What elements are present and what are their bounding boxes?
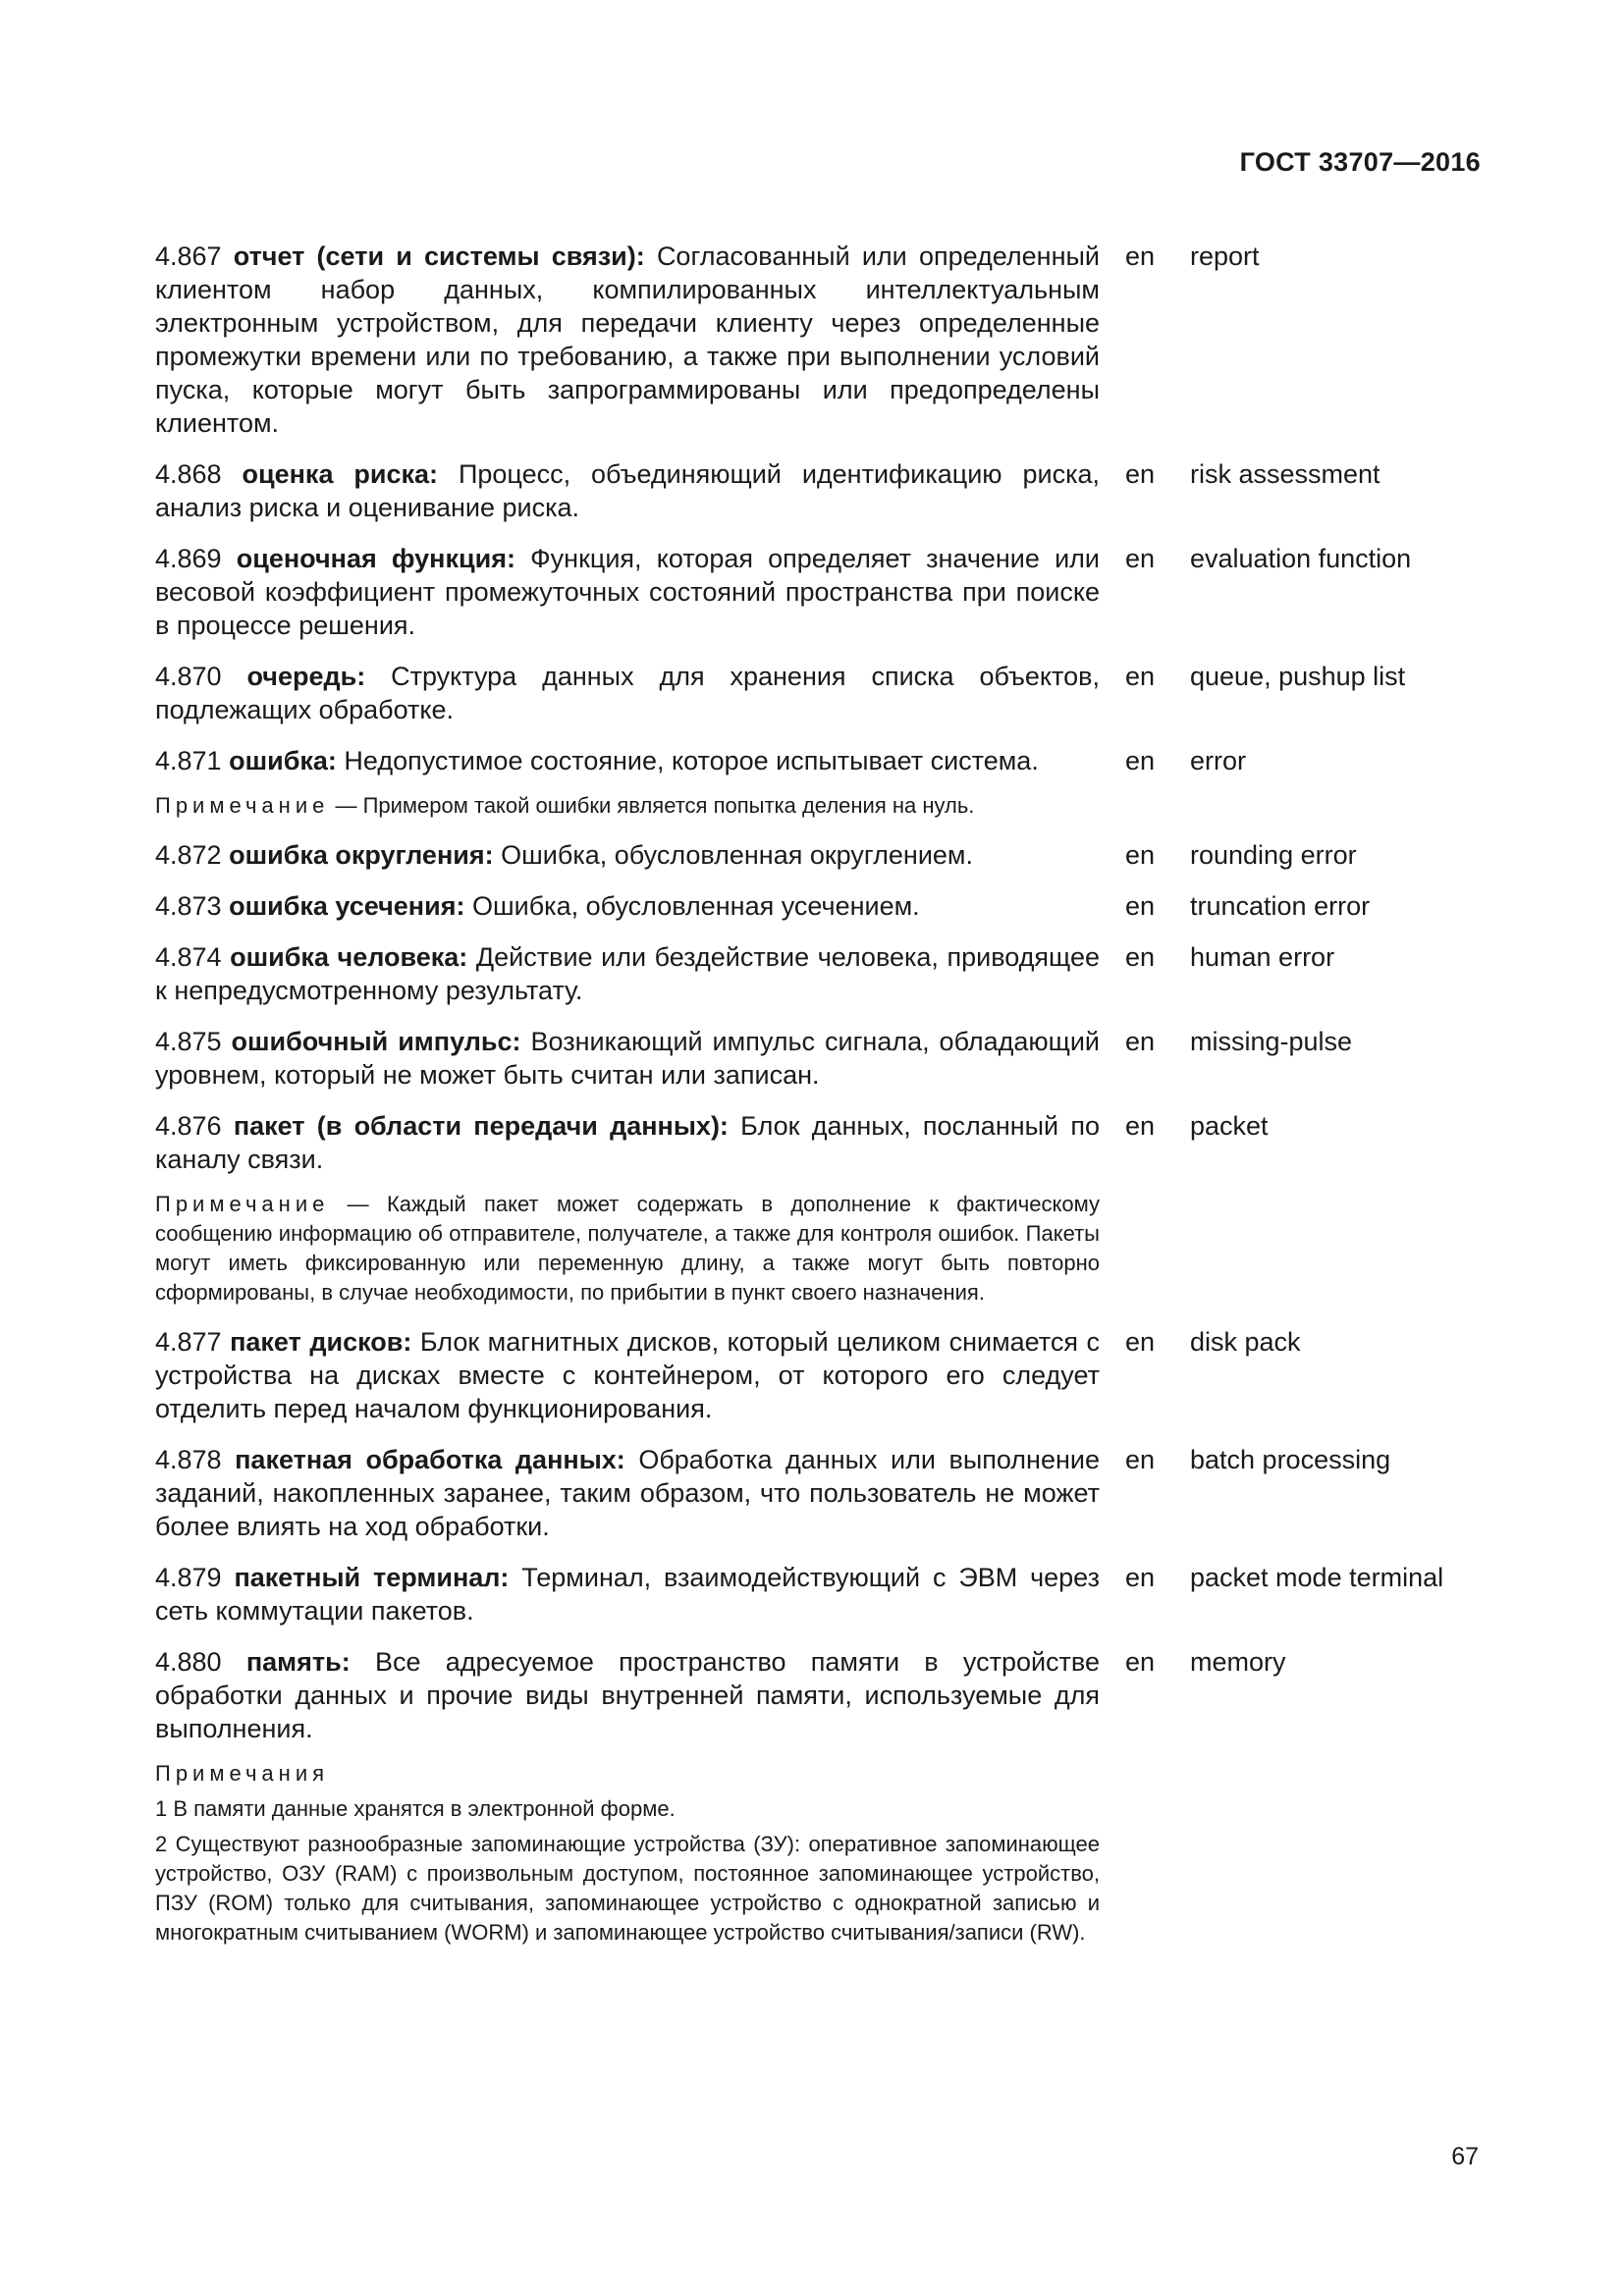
term-number: 4.868 [155,459,222,489]
term-definition [155,542,1100,642]
term-number: 4.878 [155,1445,222,1474]
term-entry-4-878 [155,1443,1490,1543]
term-number: 4.873 [155,891,222,921]
language-code: en [1125,1647,1156,1677]
term-title: пакетная обработка данных: [235,1445,625,1474]
term-entry-4-871 [155,744,1490,821]
term-definition [155,1325,1100,1425]
english-term: human error [1190,942,1335,972]
term-title: оценочная функция: [236,544,515,573]
term-note [155,791,1100,821]
term-number: 4.872 [155,840,222,870]
term-definition [155,457,1100,524]
term-text: Все адресуемое пространство памяти в устройстве обработки данных и прочие виды внутренней памяти, используемые для выполнения. [155,1647,1100,1743]
term-number: 4.880 [155,1647,222,1677]
english-term: missing-pulse [1190,1027,1353,1056]
english-term: packet mode terminal [1190,1563,1444,1592]
english-term: evaluation function [1190,544,1412,573]
english-term: risk assessment [1190,459,1380,489]
note-label: Примечание [155,1192,330,1216]
term-text: Согласованный или определенный клиентом набор данных, компилированных интеллектуальным электронным устройством, для передачи клиенту через определенные промежутки времени или по требованию, а также при выполнении условий пуска, которые могут быть запрограммированы или предопределены клиентом. [155,241,1100,438]
term-definition [155,744,1100,777]
term-entry-4-873 [155,889,1490,923]
term-entry-4-880 [155,1645,1490,1948]
term-entry-4-875 [155,1025,1490,1092]
english-term: truncation error [1190,891,1371,921]
note-label: Примечание [155,793,330,818]
term-number: 4.875 [155,1027,222,1056]
term-text: Ошибка, обусловленная усечением. [471,891,920,921]
note-text: — Каждый пакет может содержать в дополнение к фактическому сообщению информацию об отправителе, получателе, а также для контроля ошибок. Пакеты могут иметь фиксированную или переменную длину, а также могут быть повторно сформированы, в случае необходимости, по прибытии в пункт своего назначения. [155,1192,1100,1305]
term-title: пакетный терминал: [234,1563,510,1592]
english-term: queue, pushup list [1190,662,1406,691]
term-note [155,1190,1100,1308]
note-item: 1 В памяти данные хранятся в электронной форме. [155,1796,676,1821]
language-code: en [1125,1445,1156,1474]
term-entry-4-870 [155,660,1490,726]
english-term: memory [1190,1647,1286,1677]
term-definition [155,889,1100,923]
term-text: Блок данных, посланный по каналу связи. [155,1111,1100,1174]
term-title: ошибка: [229,746,337,775]
term-title: ошибка человека: [230,942,468,972]
term-title: память: [245,1647,351,1677]
term-entry-4-868 [155,457,1490,524]
term-entry-4-877 [155,1325,1490,1425]
language-code: en [1125,544,1156,573]
term-text: Структура данных для хранения списка объектов, подлежащих обработке. [155,662,1100,724]
term-entry-4-879 [155,1561,1490,1628]
english-term: batch processing [1190,1445,1391,1474]
term-entry-4-874 [155,940,1490,1007]
term-title: ошибочный импульс: [231,1027,521,1056]
term-text: Процесс, объединяющий идентификацию риска, анализ риска и оценивание риска. [155,459,1100,522]
english-term: error [1190,746,1247,775]
term-entry-4-869 [155,542,1490,642]
term-number: 4.877 [155,1327,222,1357]
term-number: 4.876 [155,1111,222,1141]
term-text: Ошибка, обусловленная округлением. [501,840,973,870]
term-entry-4-872 [155,838,1490,872]
term-text: Функция, которая определяет значение или весовой коэффициент промежуточных состояний пространства при поиске в процессе решения. [155,544,1100,640]
language-code: en [1125,1111,1156,1141]
term-title: пакет (в области передачи данных): [233,1111,729,1141]
english-term: disk pack [1190,1327,1301,1357]
term-definition [155,240,1100,440]
terms-list [155,240,1490,1948]
term-definition [155,838,1100,872]
term-definition [155,1443,1100,1543]
language-code: en [1125,1563,1156,1592]
language-code: en [1125,942,1156,972]
term-definition [155,940,1100,1007]
term-entry-4-867 [155,240,1490,440]
page-number: 67 [1451,2143,1479,2170]
term-definition [155,1645,1100,1745]
term-number: 4.870 [155,662,222,691]
language-code: en [1125,1327,1156,1357]
term-text: Терминал, взаимодействующий с ЭВМ через сеть коммутации пакетов. [155,1563,1100,1626]
term-definition [155,1109,1100,1176]
term-title: ошибка усечения: [229,891,465,921]
language-code: en [1125,746,1156,775]
note-text: — Примером такой ошибки является попытка деления на нуль. [335,793,975,818]
term-title: очередь: [246,662,366,691]
term-text: Возникающий импульс сигнала, обладающий уровнем, который не может быть считан или записан. [155,1027,1100,1090]
language-code: en [1125,241,1156,271]
term-definition [155,1025,1100,1092]
english-term: rounding error [1190,840,1357,870]
term-text: Действие или бездействие человека, приводящее к непредусмотренному результату. [155,942,1100,1005]
term-title: пакет дисков: [230,1327,412,1357]
notes-heading: Примечания [155,1761,330,1786]
term-title: оценка риска: [242,459,439,489]
term-number: 4.874 [155,942,222,972]
term-text: Недопустимое состояние, которое испытывает система. [344,746,1039,775]
term-title: ошибка округления: [229,840,494,870]
term-number: 4.867 [155,241,222,271]
document-header: ГОСТ 33707—2016 [1239,147,1481,177]
term-number: 4.871 [155,746,222,775]
english-term: packet [1190,1111,1269,1141]
language-code: en [1125,1027,1156,1056]
term-text: Блок магнитных дисков, который целиком снимается с устройства на дисках вместе с контейнером, от которого его следует отделить перед началом функционирования. [155,1327,1100,1423]
term-number: 4.869 [155,544,222,573]
english-term: report [1190,241,1260,271]
language-code: en [1125,459,1156,489]
term-number: 4.879 [155,1563,222,1592]
term-definition [155,1561,1100,1628]
language-code: en [1125,891,1156,921]
note-item: 2 Существуют разнообразные запоминающие устройства (ЗУ): оперативное запоминающее устройство, ОЗУ (RAM) с произвольным доступом, постоянное запоминающее устройство, ПЗУ (ROM) только для считывания, запоминающее устройство с однократной записью и многократным считыванием (WORM) и запоминающее устройство считывания/записи (RW). [155,1832,1100,1945]
term-entry-4-876 [155,1109,1490,1308]
language-code: en [1125,662,1156,691]
language-code: en [1125,840,1156,870]
term-title: отчет (сети и системы связи): [233,241,645,271]
term-definition [155,660,1100,726]
term-text: Обработка данных или выполнение заданий, накопленных заранее, таким образом, что пользователь не может более влиять на ход обработки. [155,1445,1100,1541]
